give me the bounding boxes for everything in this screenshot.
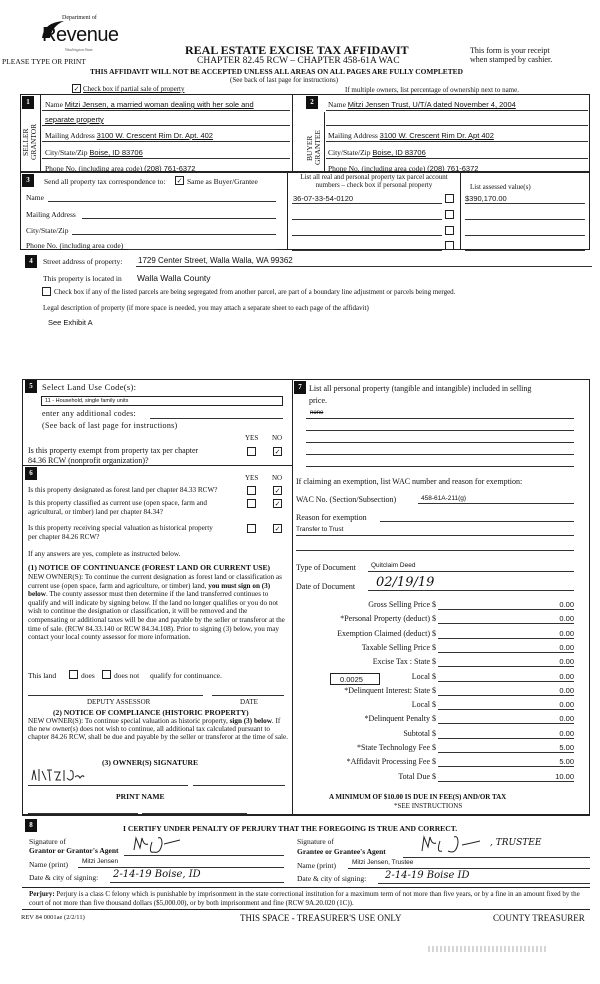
line xyxy=(326,110,588,111)
doc-date-label: Date of Document xyxy=(296,582,356,591)
trustee-handwriting: , TRUSTEE xyxy=(490,838,542,848)
section-number: 4 xyxy=(25,255,37,268)
seller-mail-row xyxy=(45,131,213,140)
line xyxy=(306,418,574,419)
this-land-label: This land xyxy=(28,671,57,680)
historic-yes-checkbox[interactable] xyxy=(247,524,256,533)
line xyxy=(326,141,588,142)
dollar-sign: $ xyxy=(432,642,436,652)
line xyxy=(438,666,574,667)
county-treasurer-label: COUNTY TREASURER xyxy=(493,913,585,923)
line xyxy=(348,868,590,869)
personal-property-label: List all personal property (tangible and intangible) included in selling xyxy=(309,384,532,393)
dollar-sign: $ xyxy=(432,685,436,695)
notice-continuance-title: (1) NOTICE OF CONTINUANCE (FOREST LAND OR CURRENT USE) xyxy=(28,563,271,572)
seller-city-field[interactable]: Boise, ID 83706 xyxy=(89,148,143,157)
value-input[interactable] xyxy=(465,235,585,236)
receipt-note-1: This form is your receipt xyxy=(470,46,550,55)
parcel-number-field[interactable]: 36-07-33-54-0120 xyxy=(293,194,354,203)
dollar-sign: $ xyxy=(432,614,436,624)
seller-mail-field[interactable]: 3100 W. Crescent Rim Dr. Apt. 402 xyxy=(96,131,213,140)
text: you must sign on (3) below xyxy=(28,581,271,599)
parcel-input[interactable] xyxy=(292,250,442,251)
line xyxy=(42,125,290,126)
label: Name xyxy=(26,193,44,202)
exempt-question: Is this property exempt from property tax per chapter xyxy=(28,446,199,455)
label: Mailing Address xyxy=(45,131,95,140)
line xyxy=(438,652,574,653)
dollar-sign: $ xyxy=(432,628,436,638)
line xyxy=(193,785,285,786)
tax-value-field[interactable]: 0.00 xyxy=(559,728,574,738)
faint-stamp xyxy=(428,946,548,952)
see-instructions: *SEE INSTRUCTIONS xyxy=(394,802,463,810)
form-chapter: CHAPTER 82.45 RCW – CHAPTER 458-61A WAC xyxy=(197,56,400,66)
does-not-checkbox[interactable] xyxy=(102,670,111,679)
line xyxy=(368,590,574,591)
dollar-sign: $ xyxy=(432,600,436,609)
send-label: Send all property tax correspondence to: xyxy=(44,177,166,186)
section-number: 3 xyxy=(22,174,34,187)
grantor-signature-line[interactable] xyxy=(124,855,284,856)
value-input[interactable] xyxy=(465,250,585,251)
notice-continuance-text xyxy=(28,573,288,642)
does-label: does xyxy=(81,671,95,680)
divider xyxy=(460,172,461,250)
same-as-buyer-label: Same as Buyer/Grantee xyxy=(187,177,258,186)
tax-label: Local xyxy=(411,671,430,681)
text: sign (3) below xyxy=(229,717,272,725)
line xyxy=(326,158,588,159)
personal-property-checkbox[interactable] xyxy=(445,210,454,219)
local-rate-value: 0.0025 xyxy=(340,675,363,684)
tax-label: Gross Selling Price xyxy=(368,600,430,609)
wac-label: WAC No. (Section/Subsection) xyxy=(296,495,397,504)
tax-value-field[interactable]: 0.00 xyxy=(559,628,574,638)
logo-line1: Department of xyxy=(62,15,97,21)
tax-row xyxy=(292,686,582,700)
label: Date & city of signing: xyxy=(297,874,367,883)
current-use-no-checkbox[interactable]: ✓ xyxy=(274,500,281,508)
buyer-mail-field[interactable]: 3100 W. Crescent Rim Dr. Apt 402 xyxy=(379,131,494,140)
tax-row xyxy=(292,743,582,757)
line xyxy=(306,430,574,431)
grantor-date-field[interactable]: 2-14-19 Boise, ID xyxy=(113,869,201,880)
label: City/State/Zip xyxy=(45,148,88,157)
tax-row xyxy=(292,600,582,614)
tax-label: *Personal Property (deduct) xyxy=(340,614,430,624)
owner-signature-line[interactable] xyxy=(28,785,188,786)
line xyxy=(438,638,574,639)
doc-type-field[interactable]: Quitclaim Deed xyxy=(371,562,416,569)
grantor-signature-handwriting xyxy=(132,834,182,854)
historic-question-2: per chapter 84.26 RCW? xyxy=(28,533,100,541)
line xyxy=(42,110,290,111)
exemption-label: If claiming an exemption, list WAC number and reason for exemption: xyxy=(296,477,523,486)
yes-header: YES xyxy=(245,474,259,482)
dollar-sign: $ xyxy=(432,657,436,667)
historic-no-checkbox[interactable]: ✓ xyxy=(274,525,281,533)
receipt-note-2: when stamped by cashier. xyxy=(470,55,553,64)
current-use-question-2: agricultural, or timber) land per chapter 84.34? xyxy=(28,508,163,516)
date-label: DATE xyxy=(240,698,258,706)
section-number: 6 xyxy=(25,467,37,480)
seller-city-row xyxy=(45,148,143,157)
tax-row xyxy=(292,643,582,657)
section-number: 5 xyxy=(25,380,37,393)
land-use-value: 11 - Household, single family units xyxy=(45,398,129,404)
corr-phone-input[interactable] xyxy=(128,249,276,250)
grantor-agent-label: Grantor or Grantor's Agent xyxy=(29,846,119,855)
corr-city-input[interactable] xyxy=(72,234,276,235)
does-checkbox[interactable] xyxy=(69,670,78,679)
label: Mailing Address xyxy=(328,131,378,140)
personal-property-checkbox[interactable] xyxy=(445,194,454,203)
line xyxy=(438,609,574,610)
line xyxy=(306,442,574,443)
minimum-due-note: A MINIMUM OF $10.00 IS DUE IN FEE(S) AND/OR TAX xyxy=(329,793,507,801)
line xyxy=(136,266,592,267)
buyer-city-row xyxy=(328,148,426,157)
line xyxy=(380,521,574,522)
buyer-mail-row xyxy=(328,131,494,140)
current-use-yes-checkbox[interactable] xyxy=(247,499,256,508)
street-label: Street address of property: xyxy=(43,257,123,266)
grantee-date-field[interactable]: 2-14-19 Boise ID xyxy=(385,870,470,881)
historic-question: Is this property receiving special valuation as historical property xyxy=(28,524,213,532)
assessed-header: List assessed value(s) xyxy=(470,183,531,191)
line xyxy=(368,571,574,572)
form-title: REAL ESTATE EXCISE TAX AFFIDAVIT xyxy=(185,43,409,57)
dollar-sign: $ xyxy=(432,771,436,781)
does-not-label: does not xyxy=(114,671,140,680)
tax-value-field[interactable]: 0.00 xyxy=(559,685,574,695)
line xyxy=(326,125,588,126)
line xyxy=(465,203,585,204)
label: Phone No. (including area code) xyxy=(26,241,124,250)
same-as-buyer-checkbox[interactable]: ✓ xyxy=(176,177,183,185)
exempt-yes-checkbox[interactable] xyxy=(247,447,256,456)
label: Name xyxy=(45,100,63,109)
buyer-name-row xyxy=(328,100,516,109)
label: Signature of xyxy=(29,837,66,846)
value-input[interactable] xyxy=(465,219,585,220)
seller-name-row xyxy=(45,100,254,109)
personal-property-checkbox[interactable] xyxy=(445,226,454,235)
tax-row xyxy=(292,714,582,728)
no-header: NO xyxy=(272,434,283,442)
tax-row xyxy=(292,757,582,771)
exempt-question-2: 84.36 RCW (nonprofit organization)? xyxy=(28,456,149,465)
label: Phone No. (including area code) xyxy=(328,164,426,173)
print-name-line[interactable] xyxy=(28,813,138,814)
tax-label: *Delinquent Penalty xyxy=(364,714,430,724)
owner-signature-title: (3) OWNER(S) SIGNATURE xyxy=(102,758,199,767)
tax-row xyxy=(292,772,582,786)
buyer-city-field[interactable]: Boise, ID 83706 xyxy=(372,148,426,157)
see-back-note: (See back of last page for instructions) xyxy=(42,421,178,430)
perjury-notice xyxy=(29,890,594,908)
form-revision: REV 84 0001ae (2/2/11) xyxy=(21,914,85,921)
line xyxy=(42,141,290,142)
price-label: price. xyxy=(309,396,327,405)
tax-label: *Delinquent Interest: State xyxy=(344,685,430,695)
parcel-input[interactable] xyxy=(292,219,442,220)
line xyxy=(110,882,284,883)
tax-value-field[interactable]: 0.00 xyxy=(559,642,574,652)
reason-field[interactable]: Transfer to Trust xyxy=(296,526,344,533)
line xyxy=(438,623,574,624)
tax-label: Local xyxy=(411,700,430,710)
buyer-side-label: BUYER GRANTEE xyxy=(305,130,322,166)
multiple-owners-note: If multiple owners, list percentage of ownership next to name. xyxy=(345,86,519,94)
line xyxy=(292,203,442,204)
grantee-signature-handwriting xyxy=(420,833,486,857)
tax-label: Excise Tax : State xyxy=(372,657,430,667)
dollar-sign: $ xyxy=(432,700,436,710)
land-use-label: Select Land Use Code(s): xyxy=(42,382,137,392)
line xyxy=(438,766,574,767)
line xyxy=(78,867,284,868)
grantee-agent-label: Grantee or Grantee's Agent xyxy=(297,847,386,856)
doc-type-label: Type of Document xyxy=(296,563,356,572)
reason-label: Reason for exemption xyxy=(296,513,367,522)
divider xyxy=(324,112,325,172)
divider xyxy=(22,815,590,816)
see-back: (See back of last page for instructions) xyxy=(230,76,339,84)
additional-codes-label: enter any additional codes: xyxy=(42,409,137,418)
personal-property-checkbox[interactable] xyxy=(445,241,454,250)
line xyxy=(306,454,574,455)
segregated-checkbox[interactable] xyxy=(42,287,51,296)
tax-label: *State Technology Fee xyxy=(356,743,430,752)
tax-value-field[interactable]: 10.00 xyxy=(555,771,574,781)
partial-sale-checkbox[interactable]: ✓ xyxy=(73,85,80,93)
label: Name (print) xyxy=(29,860,68,869)
section-number: 1 xyxy=(22,96,34,109)
dollar-sign: $ xyxy=(432,714,436,724)
dollar-sign: $ xyxy=(432,757,436,767)
divider xyxy=(292,94,293,172)
logo-word: Revenue xyxy=(42,24,119,46)
county-field[interactable]: Walla Walla County xyxy=(137,273,211,283)
seller-name-field-2[interactable]: separate property xyxy=(45,115,104,124)
divider xyxy=(287,172,288,250)
personal-property-field[interactable]: none xyxy=(310,410,324,416)
grantor-name-field[interactable]: Mitzi Jensen xyxy=(82,858,119,865)
tax-value-field[interactable]: 0.00 xyxy=(559,600,574,609)
parcel-input[interactable] xyxy=(292,235,442,236)
legal-label: Legal description of property (if more space is needed, you may attach a separate sheet to each page of the affidavit) xyxy=(43,304,369,312)
line xyxy=(42,158,290,159)
line xyxy=(142,813,247,814)
local-rate-box[interactable] xyxy=(330,673,380,685)
yes-header: YES xyxy=(245,434,259,442)
tax-row xyxy=(292,614,582,628)
forest-question: Is this property designated as forest land per chapter 84.33 RCW? xyxy=(28,486,218,494)
tax-row xyxy=(292,629,582,643)
tax-row xyxy=(292,700,582,714)
forest-yes-checkbox[interactable] xyxy=(247,486,256,495)
tax-row xyxy=(292,657,582,671)
tax-label: Total Due xyxy=(398,771,430,781)
buyer-phone-field[interactable]: (208) 761-6372 xyxy=(427,164,479,173)
divider xyxy=(22,909,590,910)
text: Perjury is a class C felony which is punishable by imprisonment in the state correctional institution for a maximum term of not more than five years, or by a fine in an amount fixed by the court of not more than five thousand dollars ($5,000.00), or by both imprisonment and fine (RCW 9A.20.020 (1C)). xyxy=(29,890,580,907)
forest-no-checkbox[interactable]: ✓ xyxy=(274,487,281,495)
line xyxy=(296,535,574,536)
line xyxy=(438,752,574,753)
grantee-signature-line[interactable] xyxy=(403,857,590,858)
text: Perjury: xyxy=(29,890,55,898)
line xyxy=(418,503,574,504)
label: Signature of xyxy=(297,837,334,846)
text: NEW OWNER(S): To continue the current designation as forest land or classification as current use (open space, farm and agriculture, or timber) land, xyxy=(28,573,282,590)
seller-phone-field[interactable]: (208) 761-6372 xyxy=(144,164,196,173)
tax-value-field[interactable]: 0.00 xyxy=(559,657,574,667)
dollar-sign: $ xyxy=(432,728,436,738)
divider xyxy=(22,887,590,888)
line xyxy=(306,466,574,467)
treasurer-use-label: THIS SPACE - TREASURER'S USE ONLY xyxy=(240,913,402,923)
seller-side-label: SELLER GRANTOR xyxy=(21,123,38,161)
label: Name xyxy=(328,100,346,109)
exempt-no-checkbox[interactable]: ✓ xyxy=(274,448,281,456)
label: City/State/Zip xyxy=(26,226,69,235)
corr-name-input[interactable] xyxy=(48,201,276,202)
section-number: 8 xyxy=(25,819,37,832)
line xyxy=(438,681,574,682)
label: Date & city of signing: xyxy=(29,873,99,882)
located-label: This property is located in xyxy=(43,274,122,283)
divider xyxy=(40,94,41,172)
if-yes-note: If any answers are yes, complete as instructed below. xyxy=(28,550,181,558)
grantee-name-field[interactable]: Mitzi Jensen, Trustee xyxy=(352,859,414,866)
form-warning: THIS AFFIDAVIT WILL NOT BE ACCEPTED UNLESS ALL AREAS ON ALL PAGES ARE FULLY COMPLETED xyxy=(90,67,463,76)
deputy-assessor-label: DEPUTY ASSESSOR xyxy=(87,698,151,706)
current-use-question: Is this property classified as current use (open space, farm and xyxy=(28,499,208,507)
line xyxy=(438,738,574,739)
dollar-sign: $ xyxy=(432,671,436,681)
please-type: PLEASE TYPE OR PRINT xyxy=(2,57,86,66)
line xyxy=(438,695,574,696)
tax-value-field[interactable]: 0.00 xyxy=(559,700,574,710)
line xyxy=(438,781,574,782)
additional-codes-input[interactable] xyxy=(150,418,283,419)
tax-label: *Affidavit Processing Fee xyxy=(346,757,430,767)
tax-value-field[interactable]: 5.00 xyxy=(559,757,574,767)
assessed-value-field[interactable]: $390,170.00 xyxy=(465,194,507,203)
line xyxy=(296,550,574,551)
notice-compliance-title: (2) NOTICE OF COMPLIANCE (HISTORIC PROPERTY) xyxy=(53,708,249,717)
divider xyxy=(22,465,292,466)
deputy-assessor-signature-line[interactable] xyxy=(28,695,203,696)
land-use-select[interactable] xyxy=(41,396,283,406)
tax-label: Subtotal xyxy=(403,728,430,738)
tax-value-field[interactable]: 5.00 xyxy=(559,743,574,752)
dollar-sign: $ xyxy=(432,743,436,752)
line xyxy=(378,883,590,884)
section-number: 7 xyxy=(294,381,306,394)
tax-row xyxy=(292,729,582,743)
partial-sale-text: Check box if partial sale of property xyxy=(83,85,185,93)
buyer-name-field[interactable]: Mitzi Jensen Trust, U/T/A dated November 4, 2004 xyxy=(347,100,516,109)
notice-compliance-text xyxy=(28,717,288,741)
line xyxy=(438,723,574,724)
tax-label: Exemption Claimed (deduct) xyxy=(337,628,430,638)
legal-description-field[interactable]: See Exhibit A xyxy=(48,318,93,327)
segregated-label: Check box if any of the listed parcels are being segregated from another parcel, are part of a boundary line adjustment or parcels being merged. xyxy=(54,288,456,296)
assessor-date-line[interactable] xyxy=(212,695,284,696)
label: City/State/Zip xyxy=(328,148,371,157)
label: Mailing Address xyxy=(26,210,76,219)
section-number: 2 xyxy=(306,96,318,109)
wac-field[interactable]: 458-61A-211(g) xyxy=(421,495,467,502)
owner-signature-handwriting xyxy=(30,766,85,784)
label: Phone No. (including area code) xyxy=(45,164,143,173)
qualify-label: qualify for continuance. xyxy=(150,671,222,680)
partial-sale-label xyxy=(83,85,184,93)
no-header: NO xyxy=(272,474,283,482)
street-address-field[interactable]: 1729 Center Street, Walla Walla, WA 99362 xyxy=(138,256,293,265)
text: NEW OWNER(S): To continue special valuation as historic property, xyxy=(28,717,228,725)
parcel-header: List all real and personal property tax parcel account numbers – check box if personal property xyxy=(300,173,448,189)
print-name-label: PRINT NAME xyxy=(116,792,165,801)
doc-date-field[interactable]: 02/19/19 xyxy=(376,575,435,590)
line xyxy=(438,709,574,710)
corr-mail-input[interactable] xyxy=(82,218,276,219)
tax-value-field[interactable]: 0.00 xyxy=(559,671,574,681)
tax-value-field[interactable]: 0.00 xyxy=(559,614,574,624)
logo-state: Washington State xyxy=(65,47,93,52)
tax-value-field[interactable]: 0.00 xyxy=(559,714,574,724)
tax-label: Taxable Selling Price xyxy=(361,642,430,652)
text: . The county assessor must then determine if the land transferred continues to qualify and will indicate by signing below. If the land no longer qualifies or you do not wish to continue the designation or classification, it will be removed and the compensating or additional taxes will be due and payable by the seller or transferor at the time of sale. (RCW 84.33.140 or RCW 84.34.108). Prior to signing (3) below, you may contact your local county assessor for more information. xyxy=(28,590,285,642)
seller-name-field[interactable]: Mitzi Jensen, a married woman dealing with her sole and xyxy=(64,100,254,109)
label: Name (print) xyxy=(297,861,336,870)
text: . If the new owner(s) does not wish to continue, all additional tax calculated pursuant to chapter 84.26 RCW, shall be due and payable by the seller or transferor at the time of sale. xyxy=(28,717,288,741)
certify-statement: I CERTIFY UNDER PENALTY OF PERJURY THAT THE FOREGOING IS TRUE AND CORRECT. xyxy=(123,824,458,833)
